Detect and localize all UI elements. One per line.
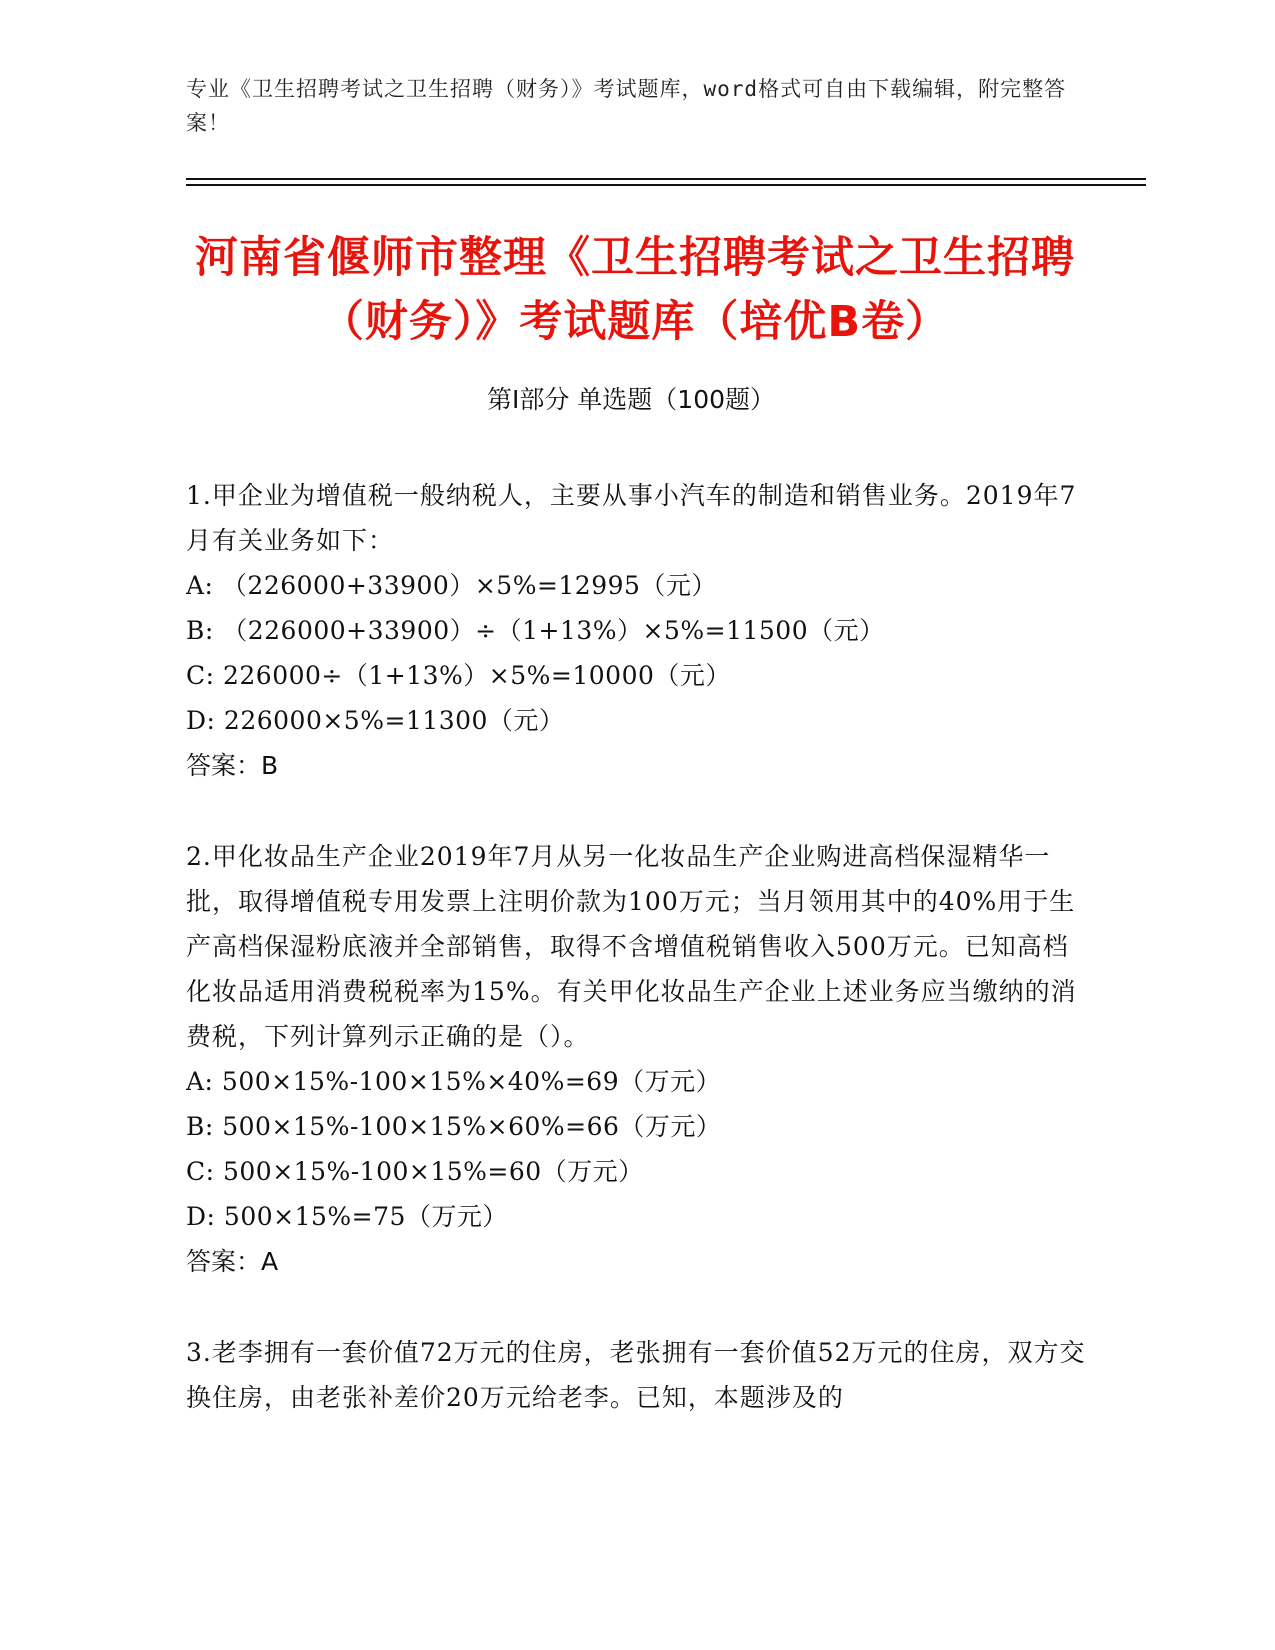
question-3: [186, 1330, 1086, 1420]
header-note: 专业《卫生招聘考试之卫生招聘（财务）》考试题库，word格式可自由下载编辑，附完整答案！: [186, 77, 1067, 135]
question-list: [186, 473, 1086, 1466]
option-d: D: 226000×5%=11300（元）: [186, 706, 565, 735]
question-stem: 1.甲企业为增值税一般纳税人，主要从事小汽车的制造和销售业务。2019年7月有关业务如下：: [186, 481, 1077, 555]
answer: 答案：A: [186, 1247, 279, 1276]
document-title: 河南省偃师市整理《卫生招聘考试之卫生招聘（财务）》考试题库（培优B卷）: [195, 233, 1075, 347]
question-2: [186, 834, 1086, 1284]
option-b: B: 500×15%-100×15%×60%=66（万元）: [186, 1112, 722, 1141]
question-stem: 3.老李拥有一套价值72万元的住房，老张拥有一套价值52万元的住房，双方交换住房，由老张补差价20万元给老李。已知，本题涉及的: [186, 1338, 1086, 1412]
header-rule-bottom: [186, 184, 1146, 186]
option-a: A: （226000+33900）×5%=12995（元）: [186, 571, 717, 600]
section-heading: 第I部分 单选题（100题）: [486, 385, 776, 414]
option-b: B: （226000+33900）÷（1+13%）×5%=11500（元）: [186, 616, 885, 645]
option-c: C: 500×15%-100×15%=60（万元）: [186, 1157, 644, 1186]
question-stem: 2.甲化妆品生产企业2019年7月从另一化妆品生产企业购进高档保湿精华一批，取得增值税专用发票上注明价款为100万元；当月领用其中的40%用于生产高档保湿粉底液并全部销售，取得不含增值税销售收入500万元。已知高档化妆品适用消费税税率为15%。有关甲化妆品生产企业上述业务应当缴纳的消费税，下列计算列示正确的是（）。: [186, 842, 1077, 1051]
option-d: D: 500×15%=75（万元）: [186, 1202, 508, 1231]
answer: 答案：B: [186, 751, 279, 780]
header-rule-top: [186, 178, 1146, 180]
option-c: C: 226000÷（1+13%）×5%=10000（元）: [186, 661, 731, 690]
question-1: [186, 473, 1086, 788]
option-a: A: 500×15%-100×15%×40%=69（万元）: [186, 1067, 722, 1096]
